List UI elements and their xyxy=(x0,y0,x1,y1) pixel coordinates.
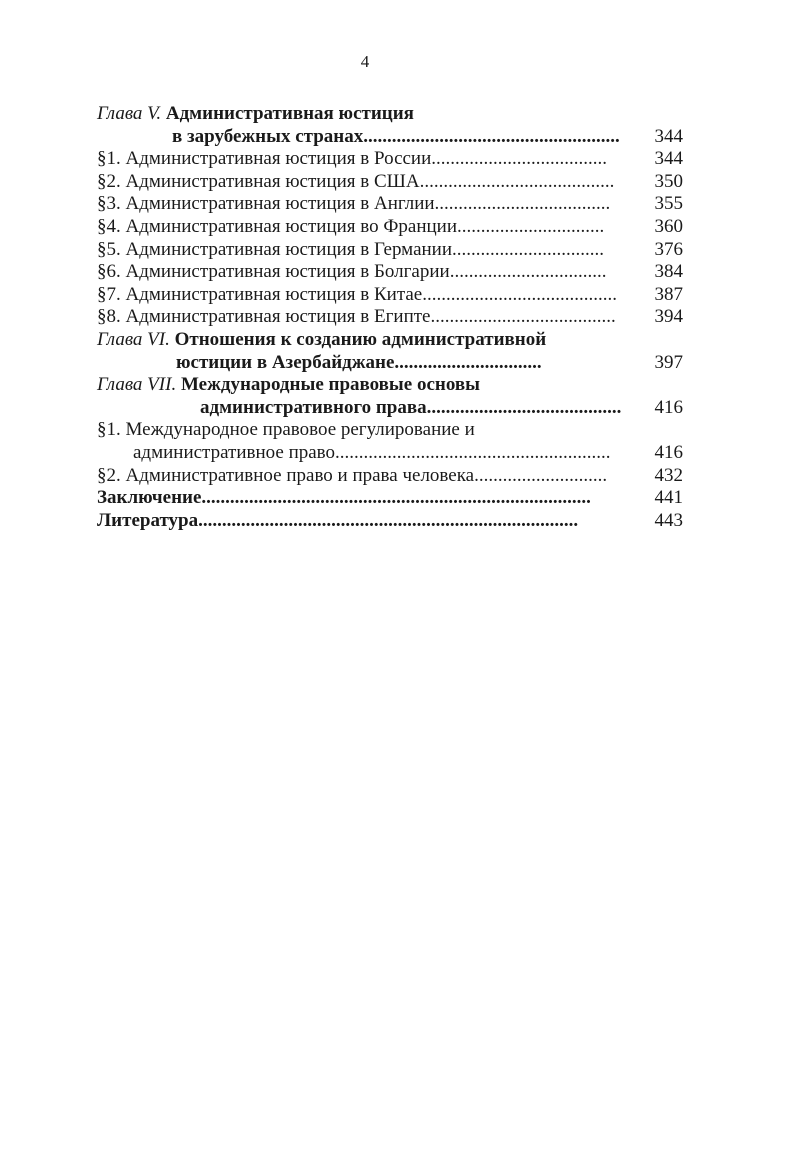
toc-entry-chapter-5[interactable] xyxy=(97,126,683,149)
page-ref: 376 xyxy=(654,238,683,260)
page-ref: 344 xyxy=(654,125,683,147)
page-ref: 344 xyxy=(654,148,683,170)
dot-leader: ..................................... xyxy=(431,148,608,170)
conclusion-title: Заключение xyxy=(97,487,202,509)
chapter-5-title-line1: Административная юстиция xyxy=(165,103,414,124)
chapter-6-title-line2: юстиции в Азербайджане xyxy=(176,351,395,373)
dot-leader: .................................................................................. xyxy=(201,487,591,509)
dot-leader: ...................................................... xyxy=(363,125,620,147)
chapter-5-title-line2: в зарубежных странах xyxy=(172,125,364,147)
dot-leader: ................................ xyxy=(452,238,605,260)
chapter-6-label: Глава VI. xyxy=(97,328,170,350)
page-ref: 394 xyxy=(654,306,683,328)
toc-chapter-5-heading xyxy=(97,103,683,126)
literature-title: Литература xyxy=(97,509,199,531)
toc-entry-chapter-6[interactable] xyxy=(97,352,683,375)
page-ref: 416 xyxy=(654,441,683,463)
dot-leader: ............................... xyxy=(394,351,542,373)
dot-leader: ............................... xyxy=(457,215,605,237)
dot-leader: ..................................... xyxy=(434,193,611,215)
page-ref: 416 xyxy=(654,396,683,418)
dot-leader: ................................................................................ xyxy=(198,509,579,531)
section-title: §1. Международное правовое регулирование и xyxy=(97,419,475,441)
chapter-6-title-line1: Отношения к созданию административной xyxy=(174,328,547,350)
toc-entry-section-7-1[interactable] xyxy=(97,442,683,465)
chapter-5-label: Глава V. xyxy=(97,103,162,124)
page-ref: 387 xyxy=(654,283,683,305)
toc-entry-section[interactable] xyxy=(97,216,683,239)
toc-chapter-6-heading xyxy=(97,329,683,352)
section-title: §1. Административная юстиция в России xyxy=(97,148,432,170)
section-title: §2. Административная юстиция в США xyxy=(97,170,420,192)
toc-entry-section[interactable] xyxy=(97,193,683,216)
section-title: §8. Административная юстиция в Египте xyxy=(97,306,431,328)
toc-section-7-1-line1 xyxy=(97,419,683,442)
page-number: 4 xyxy=(360,52,370,71)
toc-entry-section[interactable] xyxy=(97,261,683,284)
chapter-7-title-line2: административного права xyxy=(200,396,427,418)
dot-leader: ......................................... xyxy=(422,283,617,305)
page-ref: 397 xyxy=(654,351,683,373)
section-title: §3. Административная юстиция в Англии xyxy=(97,193,435,215)
chapter-7-title-line1: Международные правовые основы xyxy=(180,374,480,396)
toc-entry-literature[interactable] xyxy=(97,510,683,533)
page-ref: 355 xyxy=(654,193,683,215)
section-title: §2. Административное право и права человека xyxy=(97,464,475,486)
dot-leader: ......................................... xyxy=(419,170,615,192)
table-of-contents xyxy=(97,103,683,532)
toc-entry-section[interactable] xyxy=(97,148,683,171)
section-title: §7. Административная юстиция в Китае xyxy=(97,283,423,305)
dot-leader: .......................................................... xyxy=(335,441,611,463)
page-ref: 350 xyxy=(654,170,683,192)
dot-leader: ............................ xyxy=(474,464,608,486)
toc-entry-section[interactable] xyxy=(97,239,683,262)
section-title: §4. Административная юстиция во Франции xyxy=(97,215,457,237)
dot-leader: ................................. xyxy=(449,261,607,283)
page-ref: 441 xyxy=(654,487,683,509)
page-ref: 432 xyxy=(654,464,683,486)
section-title: §5. Административная юстиция в Германии xyxy=(97,238,453,260)
toc-chapter-7-heading xyxy=(97,374,683,397)
page-ref: 384 xyxy=(654,261,683,283)
section-title: §6. Административная юстиция в Болгарии xyxy=(97,261,450,283)
toc-entry-section[interactable] xyxy=(97,284,683,307)
chapter-7-label: Глава VII. xyxy=(97,374,177,396)
toc-entry-section-7-2[interactable] xyxy=(97,465,683,488)
toc-entry-chapter-7[interactable] xyxy=(97,397,683,420)
toc-entry-section[interactable] xyxy=(97,306,683,329)
toc-entry-section[interactable] xyxy=(97,171,683,194)
page-ref: 360 xyxy=(654,215,683,237)
section-title-line2: административное право xyxy=(133,441,336,463)
page-ref: 443 xyxy=(654,509,683,531)
dot-leader: ....................................... xyxy=(430,306,616,328)
toc-entry-conclusion[interactable] xyxy=(97,487,683,510)
dot-leader: ......................................... xyxy=(426,396,622,418)
